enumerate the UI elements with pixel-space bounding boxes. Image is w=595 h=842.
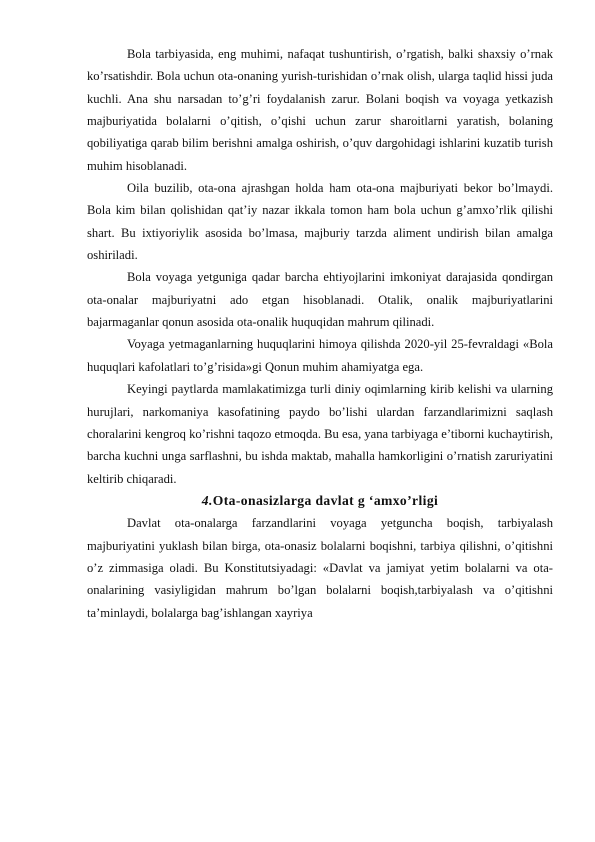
section-title: Ota-onasizlarga davlat g ‘amxo’rligi [212, 492, 439, 508]
paragraph-child-rights-law: Voyaga yetmaganlarning huquqlarini himoya qilishda 2020-yil 25-fevraldagi «Bola huquqlari kafolatlari to’g’risida»gi Qonun muhim ahamiyatga ega. [87, 337, 553, 374]
paragraph-parental-duty: Bola voyaga yetguniga qadar barcha ehtiyojlarini imkoniyat darajasida qondirgan ota-onalar majburiyatni ado etgan hisoblanadi. Otalik, onalik majburiyatlarini bajarmaganlar qonun asosida ota-onalik huquqidan mahrum qilinadi. [87, 270, 553, 330]
section-number: 4. [201, 492, 213, 508]
document-page [87, 43, 553, 624]
paragraph-state-care: Davlat ota-onalarga farzandlarini voyaga yetguncha boqish, tarbiyalash majburiyatini yuklash bilan birga, ota-onasiz bolalarni boqishni, tarbiya qilishni, o’qitishni o’z zimmasiga oladi. Bu Konstitutsiyadagi: «Davlat va jamiyat yetim bolalarni va ota-onalarining vasiyligidan mahrum bo’lgan bolalarni boqish,tarbiyalash va o’qitishni ta’minlaydi, bolalarga bag’ishlangan xayriya [87, 516, 553, 620]
paragraph-divorce-obligation: Oila buzilib, ota-ona ajrashgan holda ham ota-ona majburiyati bekor bo’lmaydi. Bola kim bilan qolishidan qat’iy nazar ikkala tomon ham bola uchun g’amxo’rlik qilishi shart. Bu ixtiyoriylik asosida bo’lmasa, majburiy tarzda aliment undirish bilan amalga oshiriladi. [87, 181, 553, 263]
paragraph-role-model: Bola tarbiyasida, eng muhimi, nafaqat tushuntirish, o’rgatish, balki shaxsiy o’rnak ko’rsatishdir. Bola uchun ota-onaning yurish-turishidan o’rnak olish, ularga taqlid hissi juda kuchli. Ana shu narsadan to’g’ri foydalanish zarur. Bolani boqish va voyaga yetkazish majburiyatida bolalarni o’qitish, o’qishi uchun zarur sharoitlarni yaratish, bolaning qobiliyatiga qarab bilim berishni amalga oshirish, o’quv dargohidagi ishlarini kuzatib turish muhim hisoblanadi. [87, 47, 553, 173]
paragraph-protection-measures: Keyingi paytlarda mamlakatimizga turli diniy oqimlarning kirib kelishi va ularning hurujlari, narkomaniya kasofatining paydo bo’lishi ulardan farzandlarimizni saqlash choralarini kengroq ko’rishni taqozo etmoqda. Bu esa, yana tarbiyaga e’tiborni kuchaytirish, barcha kuchni unga sarflashni, bu ishda maktab, mahalla hamkorligini o’rnatish zaruriyatini keltirib chiqaradi. [87, 382, 553, 486]
section-heading [87, 490, 553, 512]
